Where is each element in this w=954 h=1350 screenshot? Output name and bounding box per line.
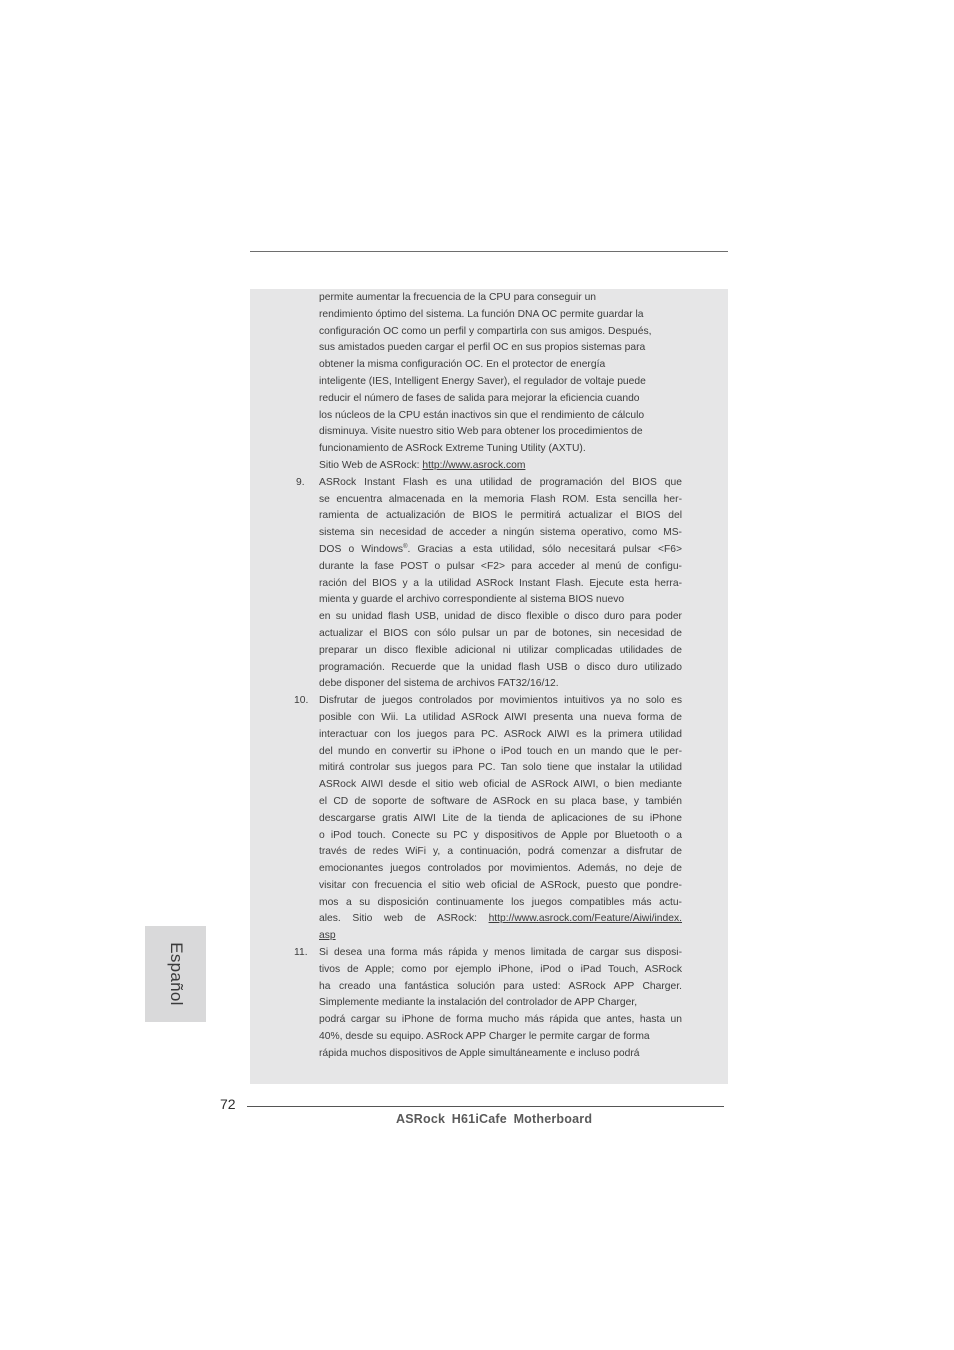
item-line: el CD de soporte de software de ASRock en su placa base, y también [319, 795, 682, 807]
item-line: podrá cargar su iPhone de forma mucho más rápida que antes, hasta un [319, 1014, 682, 1026]
list-number: 10. [294, 695, 309, 707]
list-number: 9. [296, 476, 305, 488]
intro-site-label: Sitio Web de ASRock: [319, 459, 423, 471]
item-text: ales. Sitio web de ASRock: [319, 913, 489, 925]
list-item-10 [294, 693, 682, 945]
intro-line: disminuya. Visite nuestro sitio Web para obtener los procedimientos de [319, 426, 643, 438]
language-label: Español [166, 942, 186, 1006]
list-item-11 [294, 945, 682, 1063]
intro-line: funcionamiento de ASRock Extreme Tuning Utility (AXTU). [319, 443, 586, 455]
intro-line: inteligente (IES, Intelligent Energy Saver), el regulador de voltaje puede [319, 375, 646, 387]
item-line: del mundo en convertir su iPhone o iPod touch en un mando que le per- [319, 745, 682, 757]
item-line: Simplemente mediante la instalación del controlador de APP Charger, [319, 997, 638, 1009]
intro-line: reducir el número de fases de salida para mejorar la eficiencia cuando [319, 392, 640, 404]
item-line: Disfrutar de juegos controlados por movimientos intuitivos ya no solo es [319, 695, 682, 707]
item-line: emocionantes juegos controlados por movimientos. Además, no deje de [319, 863, 682, 875]
item-line: descargarse gratis AIWI Lite de la tienda de aplicaciones de su iPhone [319, 812, 682, 824]
intro-line: obtener la misma configuración OC. En el protector de energía [319, 359, 606, 371]
body-text [294, 290, 682, 1063]
item-line: se encuentra almacenada en la memoria Flash ROM. Esta sencilla her- [319, 493, 682, 505]
intro-site-line [319, 458, 682, 475]
item-line: preparar un disco flexible adicional ni utilizar complicadas utilidades de [319, 644, 682, 656]
item-line: sistema sin necesidad de acceder a ningún sistema operativo, como MS- [319, 527, 682, 539]
item-line: mos a su disposición continuamente los juegos compatibles más actu- [319, 896, 682, 908]
item-line: debe disponer del sistema de archivos FAT32/16/12. [319, 678, 559, 690]
item-line: interactuar con los juegos para PC. ASRock AIWI es la primera utilidad [319, 728, 682, 740]
item-line: 40%, desde su equipo. ASRock APP Charger le permite cargar de forma [319, 1031, 650, 1043]
footer-title: ASRock H61iCafe Motherboard [396, 1112, 593, 1126]
item-line: ración del BIOS y a la utilidad ASRock Instant Flash. Ejecute esta herra- [319, 577, 682, 589]
item-line: posible con Wii. La utilidad ASRock AIWI presenta una nueva forma de [319, 711, 682, 723]
item-text: . Gracias a esta utilidad, sólo necesitará pulsar <F6> [407, 543, 682, 555]
item-line: en su unidad flash USB, unidad de disco flexible o disco duro para poder [319, 611, 682, 623]
item-line: o iPod touch. Conecte su PC y dispositivos de Apple por Bluetooth o a [319, 829, 682, 841]
item-line: mienta y guarde el archivo correspondiente al sistema BIOS nuevo [319, 594, 625, 606]
intro-line: configuración OC como un perfil y compartirla con sus amigos. Después, [319, 325, 652, 337]
item-line: ASRock Instant Flash es una utilidad de programación del BIOS que [319, 476, 682, 488]
item-line: Si desea una forma más rápida y menos limitada de cargar sus disposi- [319, 947, 682, 959]
list-number: 11. [294, 947, 308, 959]
item-line [319, 542, 682, 559]
item-text: DOS o Windows [319, 543, 404, 555]
aiwi-link-continuation[interactable]: asp [319, 930, 336, 942]
item-line: ramienta de actualización de BIOS le permitirá actualizar el BIOS del [319, 510, 682, 522]
page-number: 72 [220, 1096, 236, 1112]
item-line [319, 911, 682, 928]
intro-line: sus amistados pueden cargar el perfil OC en sus propios sistemas para [319, 342, 646, 354]
item-line: ha creado una fantástica solución para usted: ASRock APP Charger. [319, 980, 682, 992]
item-line: tivos de Apple; como por ejemplo iPhone, iPod o iPad Touch, ASRock [319, 963, 682, 975]
item-line: ASRock AIWI desde el sitio web oficial de ASRock AIWI, o bien mediante [319, 779, 682, 791]
item-line: visitar con frecuencia el sitio web oficial de ASRock, puesto que pondre- [319, 879, 682, 891]
item-line: durante la fase POST o pulsar <F2> para acceder al menú de configu- [319, 560, 682, 572]
item-line: través de redes WiFi y, a continuación, podrá comenzar a disfrutar de [319, 846, 682, 858]
item-line: mitirá controlar sus juegos para PC. Tan solo tiene que instalar la utilidad [319, 762, 682, 774]
footer-divider [247, 1106, 724, 1107]
intro-line: permite aumentar la frecuencia de la CPU para conseguir un [319, 292, 597, 303]
item-line [319, 928, 682, 945]
list-item-9 [296, 475, 682, 693]
item-line: rápida muchos dispositivos de Apple simultáneamente e incluso podrá [319, 1047, 640, 1059]
asrock-website-link[interactable]: http://www.asrock.com [422, 459, 526, 471]
aiwi-link[interactable]: http://www.asrock.com/Feature/Aiwi/index. [488, 913, 682, 925]
language-side-tab [145, 926, 206, 1022]
intro-line: rendimiento óptimo del sistema. La función DNA OC permite guardar la [319, 308, 644, 320]
registered-mark: ® [403, 543, 408, 550]
top-divider [250, 251, 728, 252]
item-line: programación. Recuerde que la unidad flash USB o disco duro utilizado [319, 661, 682, 673]
intro-paragraph [319, 290, 682, 475]
item-line: actualizar el BIOS con sólo pulsar un par de botones, sin necesidad de [319, 627, 682, 639]
intro-line: los núcleos de la CPU están inactivos sin que el rendimiento de cálculo [319, 409, 645, 421]
